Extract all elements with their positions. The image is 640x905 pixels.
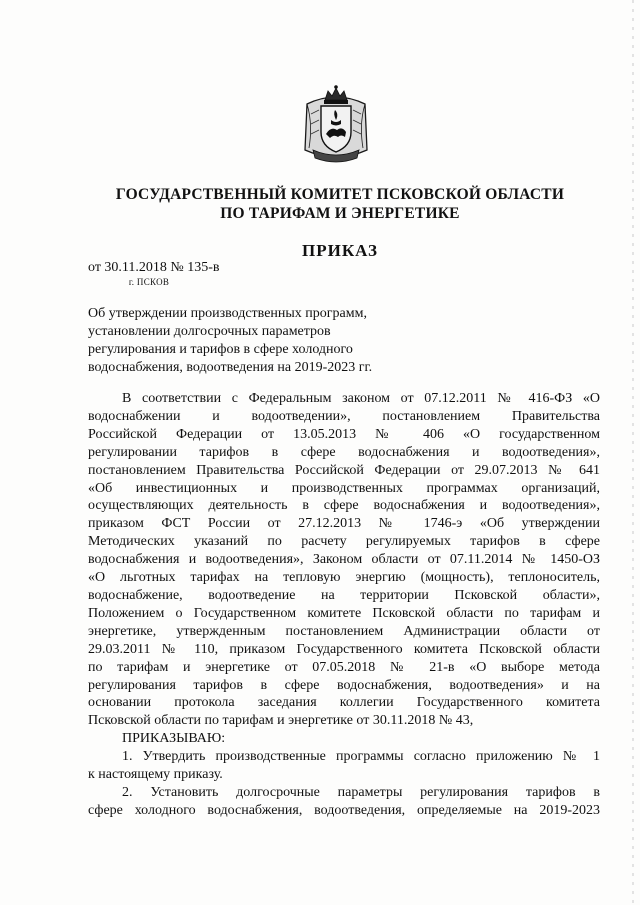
body-line: В соответствии с Федеральным законом от 07.12.2011 № 416-ФЗ «О <box>122 391 600 406</box>
body-line: 2. Установить долгосрочные параметры регулирования тарифов в <box>122 784 600 800</box>
body-line: «Об инвестиционных и производственных программах организаций, <box>88 480 600 496</box>
body-line: Псковской области по тарифам и энергетике от 30.11.2018 № 43, <box>88 713 474 729</box>
body-line: регулирования тарифов в сфере водоснабжения, водоотведения» и на <box>88 677 600 693</box>
document-subject <box>88 305 428 377</box>
body-line: приказом ФСТ России от 27.12.2013 № 1746-э «Об утверждении <box>88 516 600 532</box>
order-directive: ПРИКАЗЫВАЮ: <box>122 731 226 747</box>
document-city: г. ПСКОВ <box>128 277 170 287</box>
subject-line: Об утверждении производственных программ, <box>88 306 367 321</box>
body-line: 1. Утвердить производственные программы согласно приложению № 1 <box>122 749 600 765</box>
body-line: 29.03.2011 № 110, приказом Государственного комитета Псковской области <box>88 641 600 657</box>
document-type-heading: ПРИКАЗ <box>302 241 378 260</box>
body-line: по тарифам и энергетике от 07.05.2018 № 21-в «О выборе метода <box>88 659 600 675</box>
body-line: водоснабжении и водоотведении», постановлением Правительства <box>88 408 600 424</box>
document-body <box>88 390 600 820</box>
organization-title-line-2: ПО ТАРИФАМ И ЭНЕРГЕТИКЕ <box>220 205 460 222</box>
body-line: Методических указаний по расчету регулируемых тарифов в сфере <box>88 534 600 550</box>
body-line: регулировании тарифов в сфере водоснабжения и водоотведения», <box>88 444 600 460</box>
body-line: водоснабжение, водоотведение на территории Псковской области», <box>88 587 600 603</box>
body-line: постановлением Правительства Российской Федерации от 29.07.2013 № 641 <box>88 462 600 478</box>
body-line: к настоящему приказу. <box>88 767 223 783</box>
organization-title-line-1: ГОСУДАРСТВЕННЫЙ КОМИТЕТ ПСКОВСКОЙ ОБЛАСТИ <box>115 186 565 203</box>
body-line: основании протокола заседания коллегии Государственного комитета <box>88 695 600 711</box>
body-line: «О льготных тарифах на тепловую энергию (мощность), теплоноситель, <box>88 570 600 586</box>
subject-line: водоснабжения, водоотведения на 2019-2023 гг. <box>88 360 373 375</box>
body-line: водоснабжения и водоотведения», Законом области от 07.11.2014 № 1450-ОЗ <box>88 552 600 568</box>
scan-edge-artifact <box>632 0 634 905</box>
body-line: энергетике, утвержденным постановлением Администрации области от <box>88 623 600 639</box>
subject-line: установлении долгосрочных параметров <box>88 324 331 339</box>
body-line: Положением о Государственном комитете Псковской области по тарифам и <box>88 605 600 621</box>
document-date-number: от 30.11.2018 № 135-в <box>88 260 220 275</box>
coat-of-arms-icon <box>301 84 371 166</box>
body-line: осуществляющих деятельность в сфере водоснабжения и водоотведения», <box>88 498 600 514</box>
subject-line: регулирования и тарифов в сфере холодного <box>88 342 353 357</box>
body-line: Российской Федерации от 13.05.2013 № 406 «О государственном <box>88 426 600 442</box>
body-line: сфере холодного водоснабжения, водоотведения, определяемые на 2019-2023 <box>88 802 600 818</box>
